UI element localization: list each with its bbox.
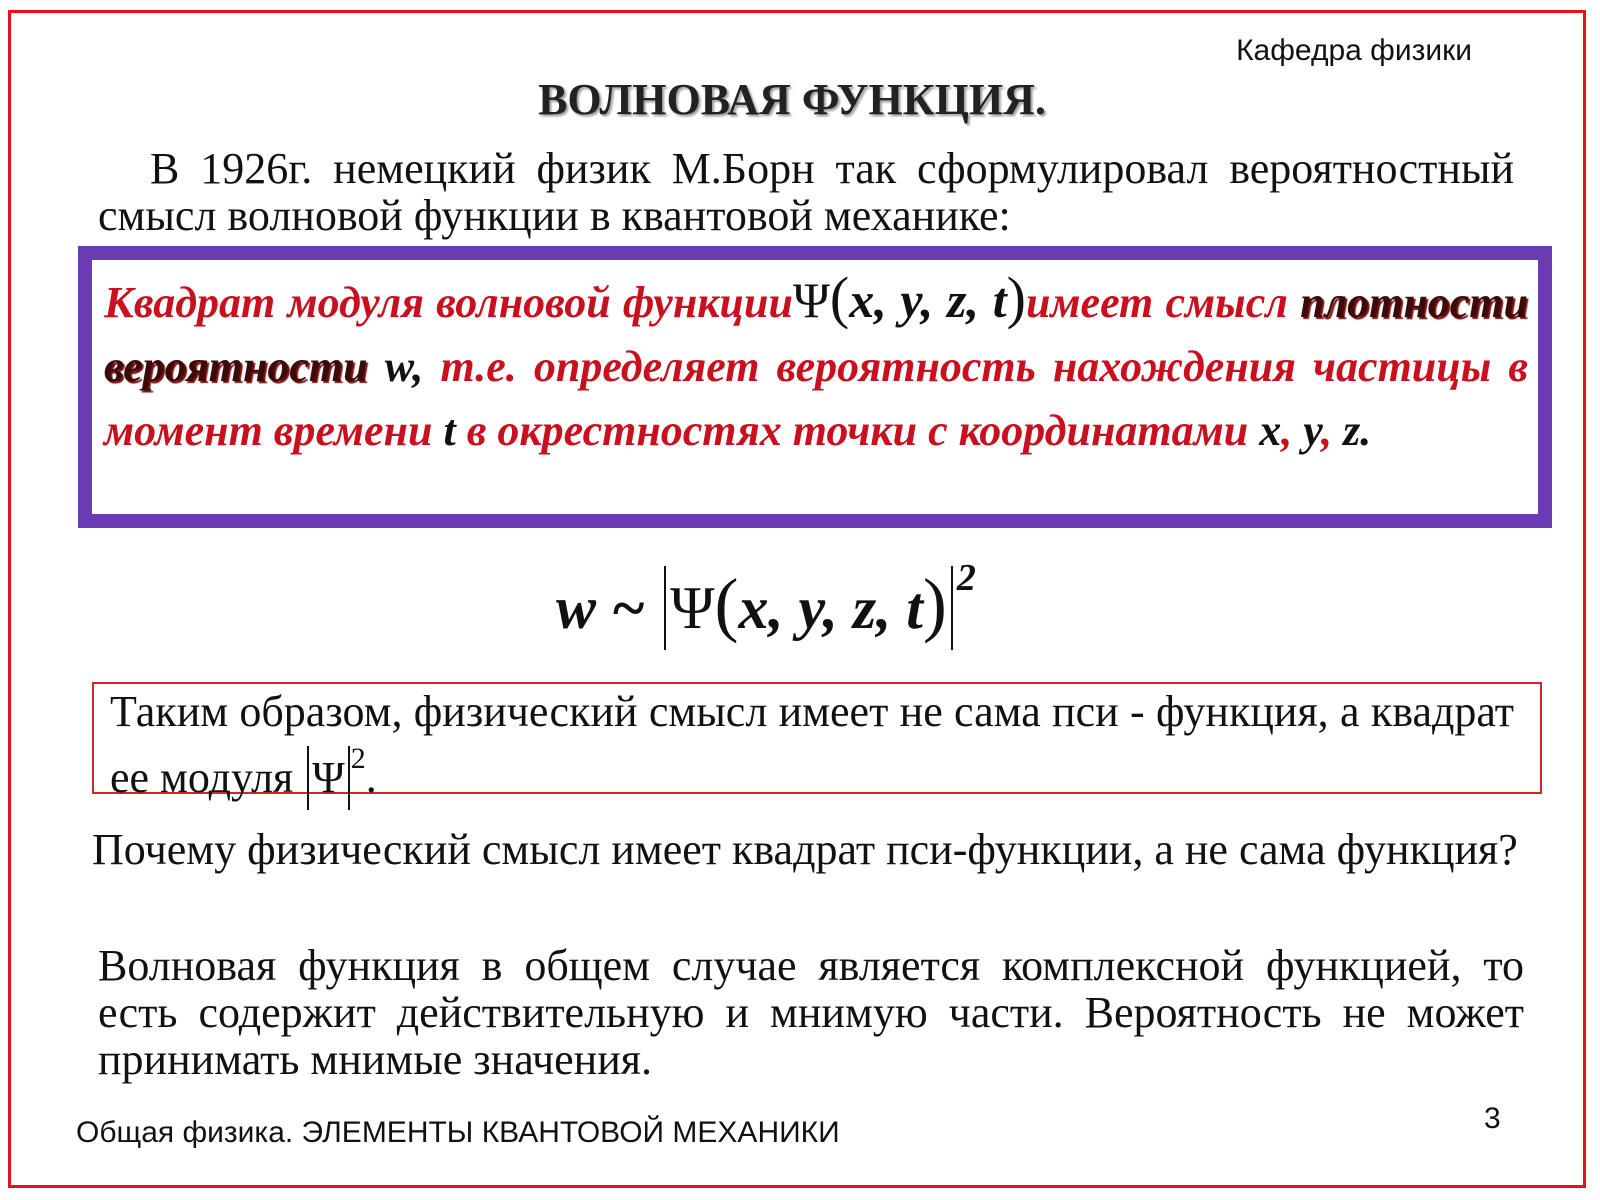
definition-probability-density: плотности вероятности [104,278,1528,391]
probability-formula [556,556,1076,652]
department-label: Кафедра физики [1236,34,1472,67]
formula-abs-bar-right [951,566,953,650]
definition-open-paren: ( [829,265,850,330]
definition-y-symbol: y [1303,406,1322,455]
definition-part-5: в окрестностях точки с координатами [466,406,1249,455]
conclusion-psi-symbol: Ψ [312,753,345,802]
definition-x-symbol: x [1259,406,1282,455]
definition-w-symbol: w, [384,342,424,391]
formula-psi-symbol: Ψ [670,575,715,641]
question-paragraph: Почему физический смысл имеет квадрат пси-функции, а не сама функция? [92,825,1518,874]
formula-lhs: w ~ [556,575,646,641]
conclusion-period: . [365,753,377,802]
definition-psi-args: x, y, z, t [849,272,1007,328]
conclusion-sentence: Таким образом, физический смысл имеет не сама пси - функция, а квадрат ее модуля [110,687,1514,802]
definition-box [78,246,1552,528]
conclusion-text [110,688,1514,810]
definition-z-symbol: z. [1343,406,1372,455]
definition-psi-symbol: Ψ [792,272,830,328]
conclusion-abs-bar-left [307,746,309,810]
definition-t-symbol: t [443,406,456,455]
intro-text: В 1926г. немецкий физик М.Борн так сформулировал вероятностный смысл волновой функции в квантовой механике: [98,144,1514,240]
page-number: 3 [1484,1102,1501,1135]
definition-close-paren: ) [1006,265,1026,330]
formula-psi-args: x, y, z, t [738,575,923,641]
formula-abs-bar-left [664,566,666,650]
slide-title: ВОЛНОВАЯ ФУНКЦИЯ. [538,75,1046,124]
definition-part-4: т.е. определяет вероятность нахождения частицы в момент времени [104,342,1529,455]
definition-part-1: Квадрат модуля волновой функции [104,278,793,327]
formula-exponent: 2 [956,557,976,599]
definition-text: Квадрат модуля волновой функцииΨ(x, y, z, t)имеет смысл плотности вероятности w, т.е. определяет вероятность нахождения частицы в момент времени t в окрестностях точки с координатами x, y, z. [104,265,1529,455]
intro-paragraph [98,145,1514,239]
definition-part-2: имеет смысл [1025,278,1288,327]
conclusion-abs-bar-right [348,746,350,810]
course-footer: Общая физика. ЭЛЕМЕНТЫ КВАНТОВОЙ МЕХАНИКИ [76,1116,840,1149]
conclusion-box [92,682,1542,802]
formula-close-paren: ) [922,564,947,644]
conclusion-exponent: 2 [350,742,366,775]
answer-paragraph: Волновая функция в общем случае является комплексной функцией, то есть содержит действительную и мнимую части. Вероятность не может принимать мнимые значения. [98,941,1524,1084]
formula-open-paren: ( [714,564,739,644]
